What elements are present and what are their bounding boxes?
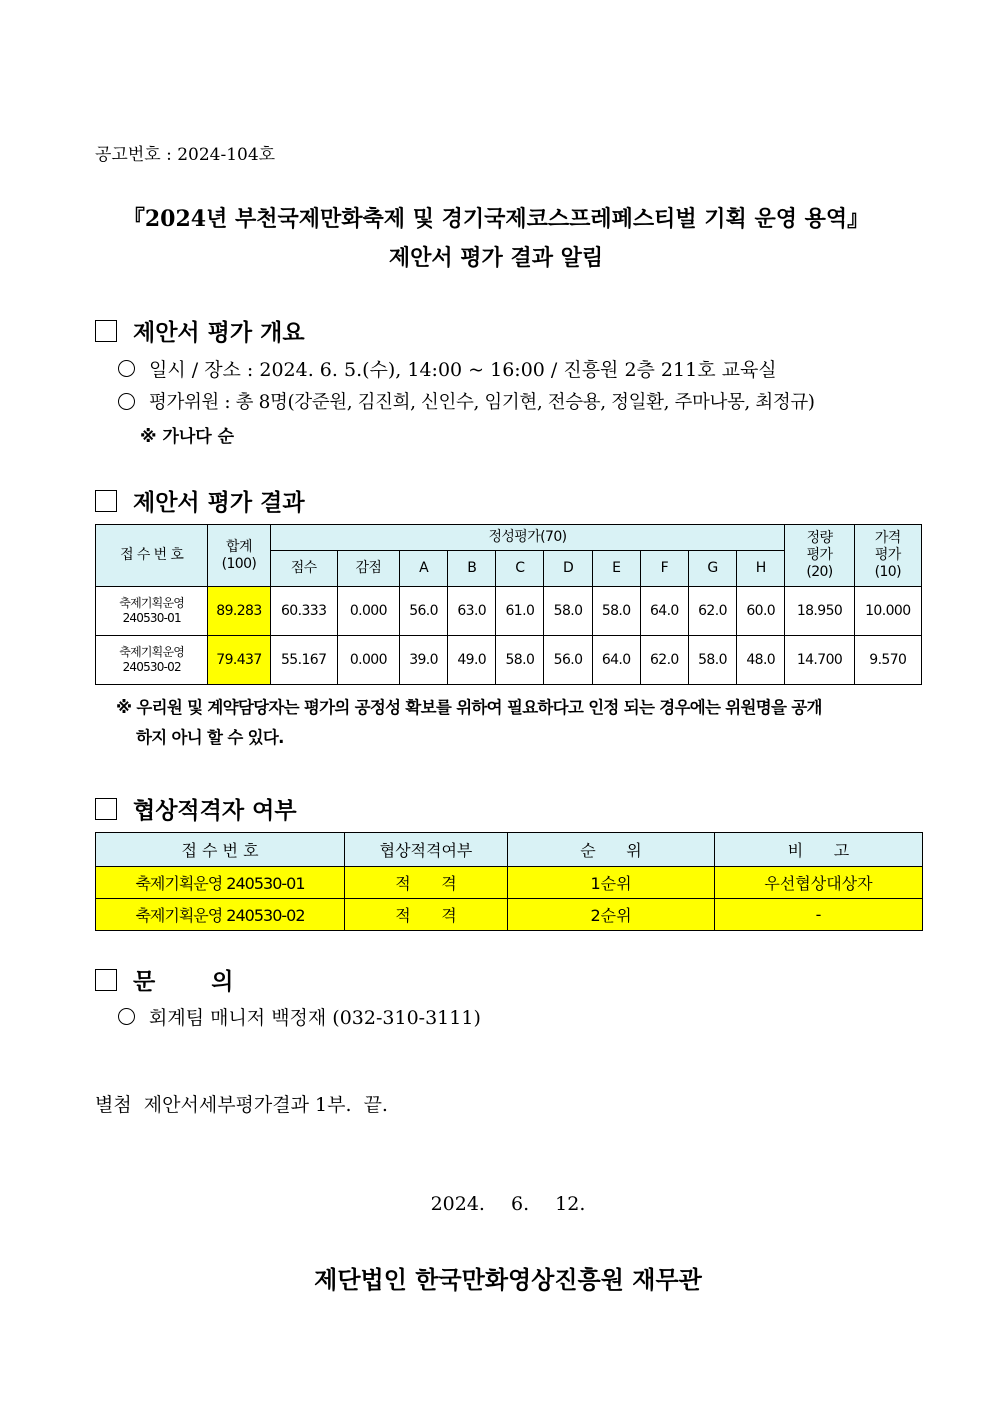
overview-datetime-item	[118, 355, 777, 382]
receipt-no-cell: 축제기획운영 240530-02	[96, 899, 345, 931]
rank-cell: 1순위	[508, 867, 715, 899]
header-c: C	[496, 551, 544, 587]
header-eligibility: 협상적격여부	[345, 833, 508, 867]
document-title: 『2024년 부천국제만화축제 및 경기국제코스프레페스티벌 기획 운영 용역』	[122, 206, 870, 232]
inquiry-contact-text: 회계팀 매니저 백정재 (032-310-3111)	[149, 1007, 481, 1029]
total-cell: 79.437	[208, 636, 270, 685]
header-quantitative: 정량 평가 (20)	[785, 525, 854, 587]
checkbox-square-icon	[95, 320, 117, 342]
header-a: A	[400, 551, 448, 587]
header-g: G	[688, 551, 736, 587]
header-remarks: 비 고	[715, 833, 923, 867]
section-eligibility-heading	[95, 792, 297, 825]
e-cell: 58.0	[592, 587, 640, 636]
header-price: 가격 평가 (10)	[854, 525, 921, 587]
table-row	[96, 587, 922, 636]
document-date: 2024. 6. 12.	[430, 1193, 586, 1215]
header-receipt-no: 접 수 번 호	[96, 525, 208, 587]
deduction-cell: 0.000	[337, 636, 399, 685]
eligibility-cell: 적 격	[345, 899, 508, 931]
g-cell: 58.0	[688, 636, 736, 685]
circle-bullet-icon	[118, 360, 135, 377]
quantitative-cell: 14.700	[785, 636, 854, 685]
issuing-organization: 제단법인 한국만화영상진흥원 재무관	[314, 1265, 702, 1294]
attachment-line: 별첨 제안서세부평가결과 1부. 끝.	[95, 1094, 388, 1116]
section-result-title: 제안서 평가 결과	[133, 489, 305, 516]
a-cell: 56.0	[400, 587, 448, 636]
receipt-no-cell: 축제기획운영 240530-02	[96, 636, 208, 685]
deduction-cell: 0.000	[337, 587, 399, 636]
quantitative-cell: 18.950	[785, 587, 854, 636]
overview-datetime-text: 일시 / 장소 : 2024. 6. 5.(수), 14:00 ~ 16:00 / 진흥원 2층 211호 교육실	[149, 359, 777, 381]
remarks-cell: -	[715, 899, 923, 931]
checkbox-square-icon	[95, 798, 117, 820]
h-cell: 48.0	[737, 636, 785, 685]
header-b: B	[448, 551, 496, 587]
overview-evaluators-text: 평가위원 : 총 8명(강준원, 김진희, 신인수, 임기현, 전승용, 정일환, 주마나몽, 최정규)	[149, 392, 815, 413]
header-h: H	[737, 551, 785, 587]
table-row	[96, 867, 923, 899]
a-cell: 39.0	[400, 636, 448, 685]
e-cell: 64.0	[592, 636, 640, 685]
checkbox-square-icon	[95, 969, 117, 991]
score-cell: 55.167	[270, 636, 337, 685]
section-result-heading	[95, 484, 305, 517]
remarks-cell: 우선협상대상자	[715, 867, 923, 899]
price-cell: 10.000	[854, 587, 921, 636]
eligibility-table	[95, 832, 923, 931]
evaluation-result-table	[95, 524, 922, 685]
header-deduction: 감점	[337, 551, 399, 587]
header-d: D	[544, 551, 592, 587]
header-e: E	[592, 551, 640, 587]
d-cell: 58.0	[544, 587, 592, 636]
section-overview-title: 제안서 평가 개요	[133, 319, 305, 346]
header-receipt-no: 접 수 번 호	[96, 833, 345, 867]
h-cell: 60.0	[737, 587, 785, 636]
eligibility-cell: 적 격	[345, 867, 508, 899]
header-score: 점수	[270, 551, 337, 587]
price-cell: 9.570	[854, 636, 921, 685]
table-row	[96, 899, 923, 931]
header-rank: 순 위	[508, 833, 715, 867]
c-cell: 58.0	[496, 636, 544, 685]
f-cell: 62.0	[640, 636, 688, 685]
overview-evaluators-item	[118, 388, 815, 414]
header-total: 합계 (100)	[208, 525, 270, 587]
result-note-line2: 하지 아니 할 수 있다.	[136, 728, 284, 747]
g-cell: 62.0	[688, 587, 736, 636]
d-cell: 56.0	[544, 636, 592, 685]
header-f: F	[640, 551, 688, 587]
circle-bullet-icon	[118, 393, 135, 410]
c-cell: 61.0	[496, 587, 544, 636]
section-inquiry-title: 문 의	[133, 968, 234, 995]
document-subtitle: 제안서 평가 결과 알림	[388, 245, 604, 271]
b-cell: 63.0	[448, 587, 496, 636]
circle-bullet-icon	[118, 1008, 135, 1025]
b-cell: 49.0	[448, 636, 496, 685]
notice-number: 공고번호 : 2024-104호	[95, 145, 276, 165]
section-overview-heading	[95, 314, 305, 347]
total-cell: 89.283	[208, 587, 270, 636]
score-cell: 60.333	[270, 587, 337, 636]
section-eligibility-title: 협상적격자 여부	[133, 797, 297, 824]
receipt-no-cell: 축제기획운영 240530-01	[96, 867, 345, 899]
rank-cell: 2순위	[508, 899, 715, 931]
header-qualitative: 정성평가(70)	[270, 525, 785, 551]
table-row	[96, 636, 922, 685]
inquiry-contact-item	[118, 1003, 481, 1030]
checkbox-square-icon	[95, 490, 117, 512]
f-cell: 64.0	[640, 587, 688, 636]
section-inquiry-heading	[95, 963, 234, 996]
overview-note: ※ 가나다 순	[140, 427, 235, 447]
receipt-no-cell: 축제기획운영 240530-01	[96, 587, 208, 636]
result-note-line1: ※ 우리원 및 계약담당자는 평가의 공정성 확보를 위하여 필요하다고 인정 되는 경우에는 위원명을 공개	[116, 698, 822, 717]
